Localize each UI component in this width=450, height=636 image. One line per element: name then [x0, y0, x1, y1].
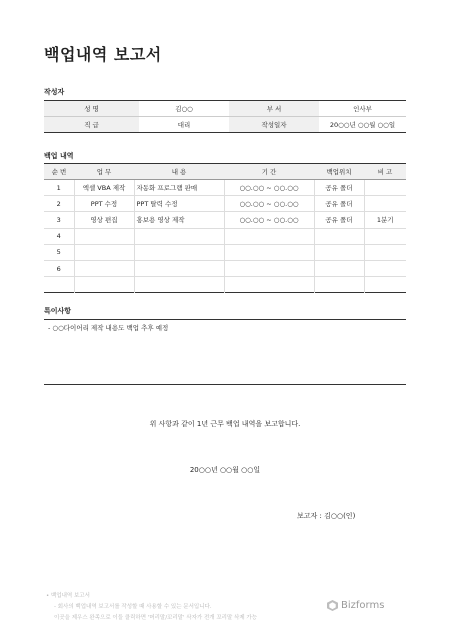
row-task[interactable]: PPT 수정	[74, 196, 134, 212]
closing-statement: 위 사항과 같이 1년 근무 백업 내역을 보고합니다.	[149, 420, 301, 428]
row-task[interactable]: 영상 편집	[74, 212, 134, 228]
row-no: 4	[44, 228, 74, 244]
row-period[interactable]: ○○.○○ ~ ○○.○○	[224, 180, 314, 196]
header-note: 비 고	[364, 164, 406, 180]
row-content[interactable]	[134, 260, 224, 276]
department-value[interactable]: 인사부	[319, 101, 406, 117]
footer-line: • 백업내역 보고서	[46, 593, 90, 599]
row-note[interactable]	[364, 277, 406, 293]
logo-text: Bizforms	[341, 600, 385, 611]
row-period[interactable]	[224, 244, 314, 260]
row-period[interactable]	[224, 277, 314, 293]
row-period[interactable]: ○○.○○ ~ ○○.○○	[224, 212, 314, 228]
row-no: 3	[44, 212, 74, 228]
row-content[interactable]	[134, 244, 224, 260]
row-no	[44, 277, 74, 293]
name-label: 성 명	[44, 101, 139, 117]
row-task[interactable]	[74, 228, 134, 244]
row-location[interactable]: 공유 폴더	[314, 180, 364, 196]
position-label: 직 급	[44, 117, 139, 133]
row-task[interactable]	[74, 244, 134, 260]
row-note[interactable]	[364, 260, 406, 276]
row-location[interactable]	[314, 260, 364, 276]
footer-line: 이곳을 제우스 완족으로 이들 클릭하면 '머리말/꼬리말' 삭자가 전개 꼬리말 삭제 가능	[54, 615, 258, 621]
writer-row	[44, 101, 406, 117]
row-content[interactable]	[134, 228, 224, 244]
reporter-signature: 보고자 : 김○○(인)	[297, 512, 356, 520]
closing-date: 20○○년 ○○월 ○○일	[189, 466, 261, 474]
table-row	[44, 196, 406, 212]
notes-section-label: 특이사항	[44, 307, 72, 315]
row-note[interactable]: 1분기	[364, 212, 406, 228]
bizforms-logo	[327, 600, 384, 611]
row-content[interactable]	[134, 277, 224, 293]
date-value[interactable]: 20○○년 ○○월 ○○일	[329, 121, 396, 129]
writer-table	[44, 100, 406, 133]
row-location[interactable]: 공유 폴더	[314, 196, 364, 212]
footer-note	[46, 591, 257, 624]
table-row	[44, 212, 406, 228]
position-value[interactable]: 대리	[177, 121, 191, 129]
row-period[interactable]	[224, 260, 314, 276]
table-row	[44, 277, 406, 293]
department-label: 부 서	[229, 101, 319, 117]
writer-section-label: 작성자	[44, 88, 65, 96]
row-task[interactable]: 엑셀 VBA 제작	[74, 180, 134, 196]
row-period[interactable]: ○○.○○ ~ ○○.○○	[224, 196, 314, 212]
notes-box[interactable]	[44, 319, 406, 385]
row-task[interactable]	[74, 260, 134, 276]
date-label: 작성일자	[229, 117, 319, 133]
header-location: 백업위치	[314, 164, 364, 180]
footer-line: - 회사의 백업내역 보고서를 작성할 때 사용할 수 있는 문서입니다.	[54, 604, 212, 610]
row-location[interactable]	[314, 228, 364, 244]
notes-text: - ○○다이어리 제작 내용도 백업 추후 예정	[48, 324, 169, 332]
header-no: 순 번	[44, 164, 74, 180]
row-note[interactable]	[364, 196, 406, 212]
row-note[interactable]	[364, 228, 406, 244]
writer-row	[44, 117, 406, 133]
row-content[interactable]: PPT 탈력 수정	[134, 196, 224, 212]
name-value[interactable]: 김○○	[139, 101, 229, 117]
row-location[interactable]	[314, 277, 364, 293]
table-row	[44, 244, 406, 260]
backup-table	[44, 163, 406, 293]
document-title: 백업내역 보고서	[44, 45, 162, 64]
row-note[interactable]	[364, 180, 406, 196]
table-row	[44, 180, 406, 196]
row-no: 5	[44, 244, 74, 260]
row-location[interactable]	[314, 244, 364, 260]
row-no: 1	[44, 180, 74, 196]
row-content[interactable]: 자동화 프로그램 판매	[134, 180, 224, 196]
backup-header-row	[44, 164, 406, 180]
bizforms-logo-icon	[327, 600, 338, 611]
backup-section-label: 백업 내역	[44, 152, 74, 160]
row-note[interactable]	[364, 244, 406, 260]
row-no: 6	[44, 260, 74, 276]
row-content[interactable]: 홍보용 영상 제작	[134, 212, 224, 228]
table-row	[44, 260, 406, 276]
row-period[interactable]	[224, 228, 314, 244]
header-period: 기 간	[224, 164, 314, 180]
header-content: 내 용	[134, 164, 224, 180]
row-task[interactable]	[74, 277, 134, 293]
table-row	[44, 228, 406, 244]
row-location[interactable]: 공유 폴더	[314, 212, 364, 228]
header-task: 업 무	[74, 164, 134, 180]
row-no: 2	[44, 196, 74, 212]
